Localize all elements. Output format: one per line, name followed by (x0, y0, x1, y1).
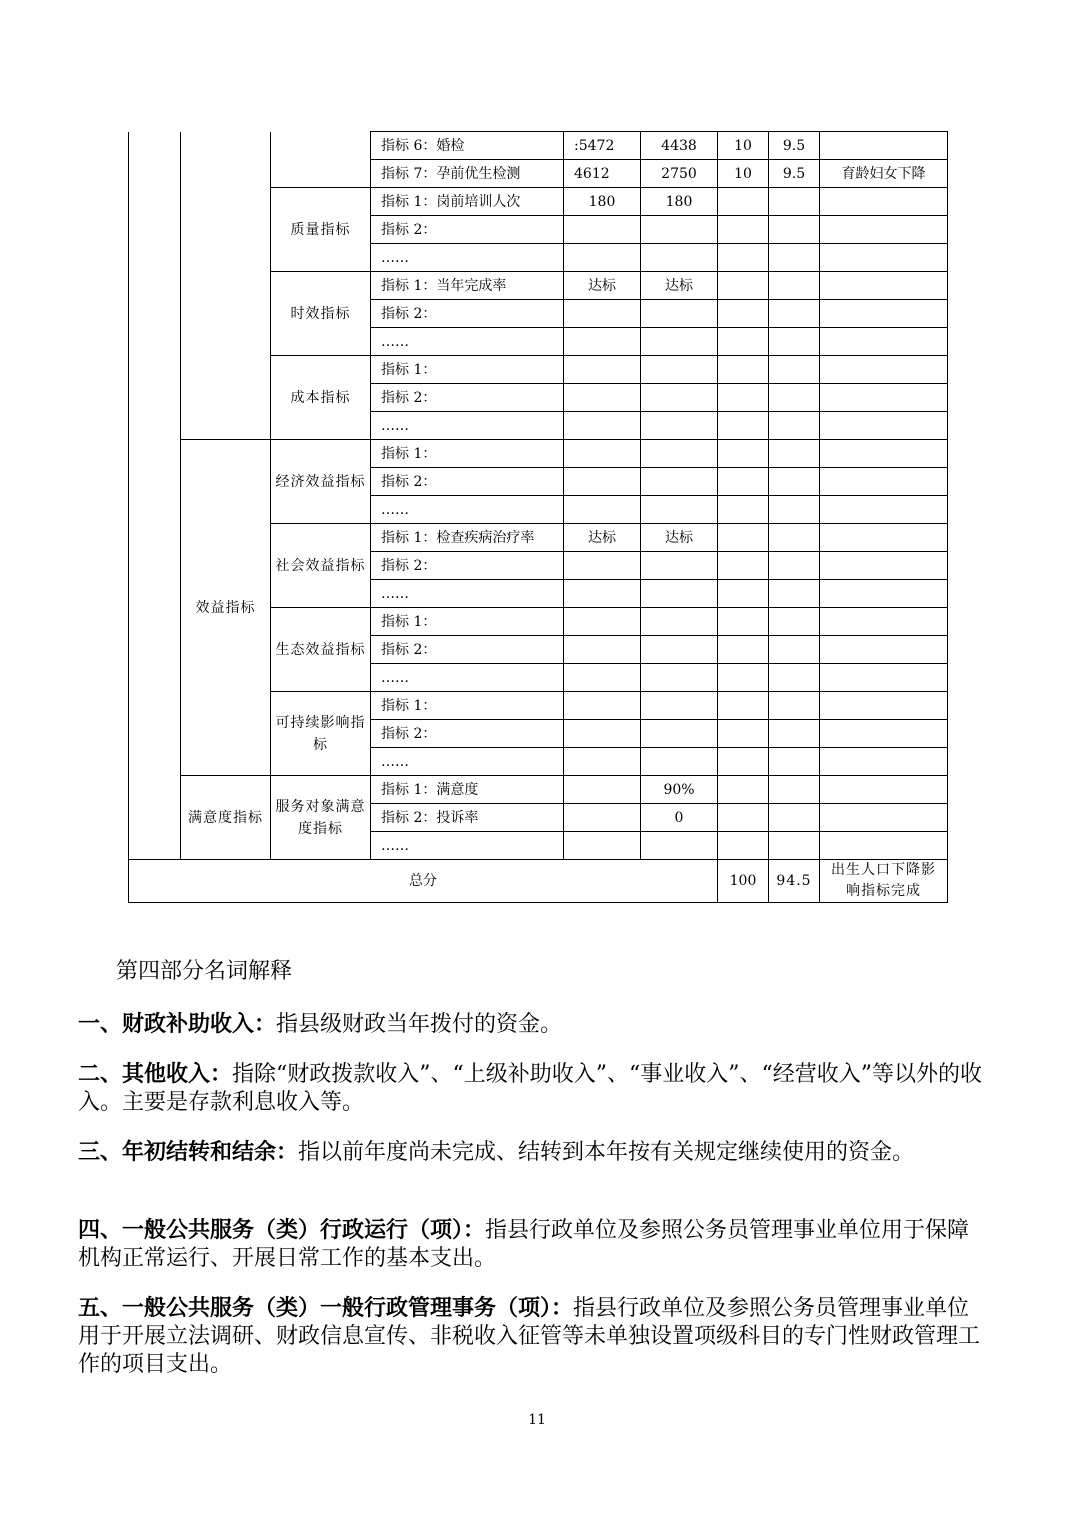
target-cell (564, 580, 641, 608)
empty-cell (718, 188, 769, 216)
indicator-cell: …… (371, 664, 564, 692)
target-cell: 180 (564, 188, 641, 216)
actual-cell (641, 832, 718, 860)
empty-cell (820, 188, 948, 216)
empty-cell (718, 216, 769, 244)
definition-text: 指以前年度尚未完成、结转到本年按有关规定继续使用的资金。 (298, 1140, 915, 1165)
actual-cell (641, 720, 718, 748)
empty-cell (769, 692, 820, 720)
empty-cell (769, 328, 820, 356)
empty-cell (769, 524, 820, 552)
indicator-cell: 指标 6：婚检 (371, 132, 564, 160)
indicator-cell: 指标 2： (371, 384, 564, 412)
total-row (129, 860, 948, 903)
empty-cell (769, 580, 820, 608)
indicator-cell: 指标 1：岗前培训人次 (371, 188, 564, 216)
target-cell: 达标 (564, 524, 641, 552)
level2-cell: 效益指标 (181, 440, 271, 776)
actual-cell (641, 608, 718, 636)
note-cell (820, 132, 948, 160)
performance-table (128, 131, 948, 903)
empty-cell (769, 188, 820, 216)
empty-cell (718, 440, 769, 468)
weight-cell: 10 (718, 132, 769, 160)
empty-cell (820, 552, 948, 580)
actual-cell: 达标 (641, 524, 718, 552)
section-title: 第四部分名词解释 (116, 959, 293, 984)
definition-term: 四、一般公共服务（类）行政运行（项）： (78, 1217, 486, 1243)
page-number: 11 (528, 1412, 546, 1428)
level3-cell: 可持续影响指标 (271, 692, 371, 776)
target-cell (564, 636, 641, 664)
actual-cell (641, 552, 718, 580)
target-cell (564, 440, 641, 468)
level2-cell: 满意度指标 (181, 776, 271, 860)
level3-cell: 质量指标 (271, 188, 371, 272)
definition-term: 五、一般公共服务（类）一般行政管理事务（项）： (78, 1295, 574, 1321)
empty-cell (820, 720, 948, 748)
actual-cell (641, 300, 718, 328)
target-cell (564, 720, 641, 748)
level2-cell (181, 132, 271, 440)
definition-paragraph (78, 1010, 990, 1039)
empty-cell (769, 748, 820, 776)
indicator-cell: 指标 2： (371, 300, 564, 328)
target-cell (564, 356, 641, 384)
empty-cell (769, 244, 820, 272)
definition-term: 二、其他收入： (78, 1061, 233, 1087)
actual-cell (641, 412, 718, 440)
target-cell (564, 748, 641, 776)
empty-cell (820, 384, 948, 412)
definition-text: 指县行政单位及参照公务员管理事业单位用于开展立法调研、财政信息宣传、非税收入征管等未单独设置项级科目的专门性财政管理工作的项目支出。 (78, 1296, 981, 1377)
target-cell (564, 608, 641, 636)
actual-cell: 90% (641, 776, 718, 804)
empty-cell (820, 608, 948, 636)
empty-cell (769, 440, 820, 468)
table-row (129, 132, 948, 160)
empty-cell (820, 524, 948, 552)
empty-cell (718, 384, 769, 412)
empty-cell (718, 776, 769, 804)
empty-cell (718, 720, 769, 748)
empty-cell (718, 580, 769, 608)
level1-cell (129, 132, 181, 860)
definition-paragraph (78, 1294, 990, 1379)
empty-cell (820, 804, 948, 832)
indicator-cell: 指标 1： (371, 608, 564, 636)
empty-cell (769, 300, 820, 328)
indicator-cell: 指标 2： (371, 216, 564, 244)
indicator-cell: …… (371, 412, 564, 440)
empty-cell (718, 664, 769, 692)
target-cell (564, 776, 641, 804)
definition-paragraph (78, 1060, 990, 1117)
total-note: 出生人口下降影响指标完成 (820, 860, 948, 903)
level3-cell: 社会效益指标 (271, 524, 371, 608)
total-label: 总分 (129, 860, 718, 903)
target-cell (564, 664, 641, 692)
indicator-cell: …… (371, 580, 564, 608)
target-cell (564, 552, 641, 580)
target-cell (564, 832, 641, 860)
target-cell (564, 804, 641, 832)
definition-text: 指县级财政当年拨付的资金。 (276, 1012, 563, 1037)
empty-cell (769, 720, 820, 748)
actual-cell: 180 (641, 188, 718, 216)
level3-cell: 生态效益指标 (271, 608, 371, 692)
empty-cell (718, 636, 769, 664)
indicator-cell: 指标 2：投诉率 (371, 804, 564, 832)
actual-cell (641, 636, 718, 664)
empty-cell (820, 664, 948, 692)
empty-cell (718, 272, 769, 300)
actual-cell (641, 440, 718, 468)
empty-cell (769, 608, 820, 636)
indicator-cell: 指标 2： (371, 636, 564, 664)
empty-cell (769, 496, 820, 524)
empty-cell (820, 272, 948, 300)
empty-cell (820, 496, 948, 524)
empty-cell (718, 832, 769, 860)
target-cell (564, 300, 641, 328)
target-cell (564, 328, 641, 356)
actual-cell (641, 496, 718, 524)
target-cell (564, 384, 641, 412)
empty-cell (718, 468, 769, 496)
table-row (129, 776, 948, 804)
empty-cell (820, 468, 948, 496)
empty-cell (718, 804, 769, 832)
table-row (129, 440, 948, 468)
empty-cell (718, 496, 769, 524)
target-cell: 4612 (564, 160, 641, 188)
empty-cell (718, 552, 769, 580)
indicator-cell: 指标 2： (371, 720, 564, 748)
empty-cell (769, 468, 820, 496)
indicator-cell: 指标 1：满意度 (371, 776, 564, 804)
indicator-cell: 指标 1：当年完成率 (371, 272, 564, 300)
empty-cell (769, 832, 820, 860)
actual-cell (641, 356, 718, 384)
empty-cell (718, 244, 769, 272)
indicator-cell: 指标 1： (371, 440, 564, 468)
empty-cell (820, 580, 948, 608)
empty-cell (718, 356, 769, 384)
actual-cell: 0 (641, 804, 718, 832)
definition-paragraph (78, 1138, 990, 1167)
score-cell: 9.5 (769, 160, 820, 188)
actual-cell (641, 692, 718, 720)
target-cell (564, 244, 641, 272)
actual-cell (641, 384, 718, 412)
indicator-cell: 指标 1：检查疾病治疗率 (371, 524, 564, 552)
empty-cell (820, 692, 948, 720)
actual-cell (641, 216, 718, 244)
target-cell (564, 216, 641, 244)
actual-cell: 2750 (641, 160, 718, 188)
indicator-cell: …… (371, 328, 564, 356)
actual-cell (641, 748, 718, 776)
target-cell (564, 496, 641, 524)
definition-term: 三、年初结转和结余： (78, 1139, 299, 1165)
actual-cell: 4438 (641, 132, 718, 160)
score-cell: 9.5 (769, 132, 820, 160)
empty-cell (820, 832, 948, 860)
empty-cell (820, 412, 948, 440)
indicator-cell: …… (371, 244, 564, 272)
definition-text: 指县行政单位及参照公务员管理事业单位用于保障机构正常运行、开展日常工作的基本支出。 (78, 1218, 970, 1271)
actual-cell (641, 244, 718, 272)
indicator-cell: …… (371, 748, 564, 776)
empty-cell (820, 328, 948, 356)
level3-cell: 经济效益指标 (271, 440, 371, 524)
actual-cell (641, 664, 718, 692)
empty-cell (769, 552, 820, 580)
empty-cell (820, 244, 948, 272)
empty-cell (769, 356, 820, 384)
indicator-cell: …… (371, 496, 564, 524)
empty-cell (820, 356, 948, 384)
actual-cell (641, 580, 718, 608)
weight-cell: 10 (718, 160, 769, 188)
actual-cell (641, 328, 718, 356)
total-weight: 100 (718, 860, 769, 903)
target-cell (564, 692, 641, 720)
empty-cell (718, 524, 769, 552)
total-score: 94.5 (769, 860, 820, 903)
empty-cell (769, 412, 820, 440)
empty-cell (718, 300, 769, 328)
indicator-cell: 指标 2： (371, 468, 564, 496)
empty-cell (820, 748, 948, 776)
level3-cell: 成本指标 (271, 356, 371, 440)
note-cell: 育龄妇女下降 (820, 160, 948, 188)
empty-cell (820, 300, 948, 328)
indicator-cell: 指标 7：孕前优生检测 (371, 160, 564, 188)
empty-cell (769, 664, 820, 692)
empty-cell (769, 384, 820, 412)
level3-cell: 服务对象满意度指标 (271, 776, 371, 860)
level3-cell (271, 132, 371, 188)
empty-cell (769, 636, 820, 664)
empty-cell (718, 328, 769, 356)
empty-cell (718, 692, 769, 720)
empty-cell (718, 608, 769, 636)
empty-cell (769, 804, 820, 832)
empty-cell (820, 440, 948, 468)
empty-cell (718, 748, 769, 776)
empty-cell (769, 776, 820, 804)
target-cell: :5472 (564, 132, 641, 160)
empty-cell (820, 776, 948, 804)
definition-text: 指除“财政拨款收入”、“上级补助收入”、“事业收入”、“经营收入”等以外的收入。主要是存款利息收入等。 (78, 1062, 982, 1115)
target-cell (564, 412, 641, 440)
empty-cell (769, 216, 820, 244)
actual-cell: 达标 (641, 272, 718, 300)
indicator-cell: 指标 2： (371, 552, 564, 580)
empty-cell (820, 636, 948, 664)
level3-cell: 时效指标 (271, 272, 371, 356)
target-cell: 达标 (564, 272, 641, 300)
indicator-cell: …… (371, 832, 564, 860)
indicator-cell: 指标 1： (371, 692, 564, 720)
empty-cell (820, 216, 948, 244)
empty-cell (718, 412, 769, 440)
actual-cell (641, 468, 718, 496)
target-cell (564, 468, 641, 496)
empty-cell (769, 272, 820, 300)
definition-term: 一、财政补助收入： (78, 1011, 277, 1037)
definition-paragraph (78, 1216, 990, 1273)
indicator-cell: 指标 1： (371, 356, 564, 384)
